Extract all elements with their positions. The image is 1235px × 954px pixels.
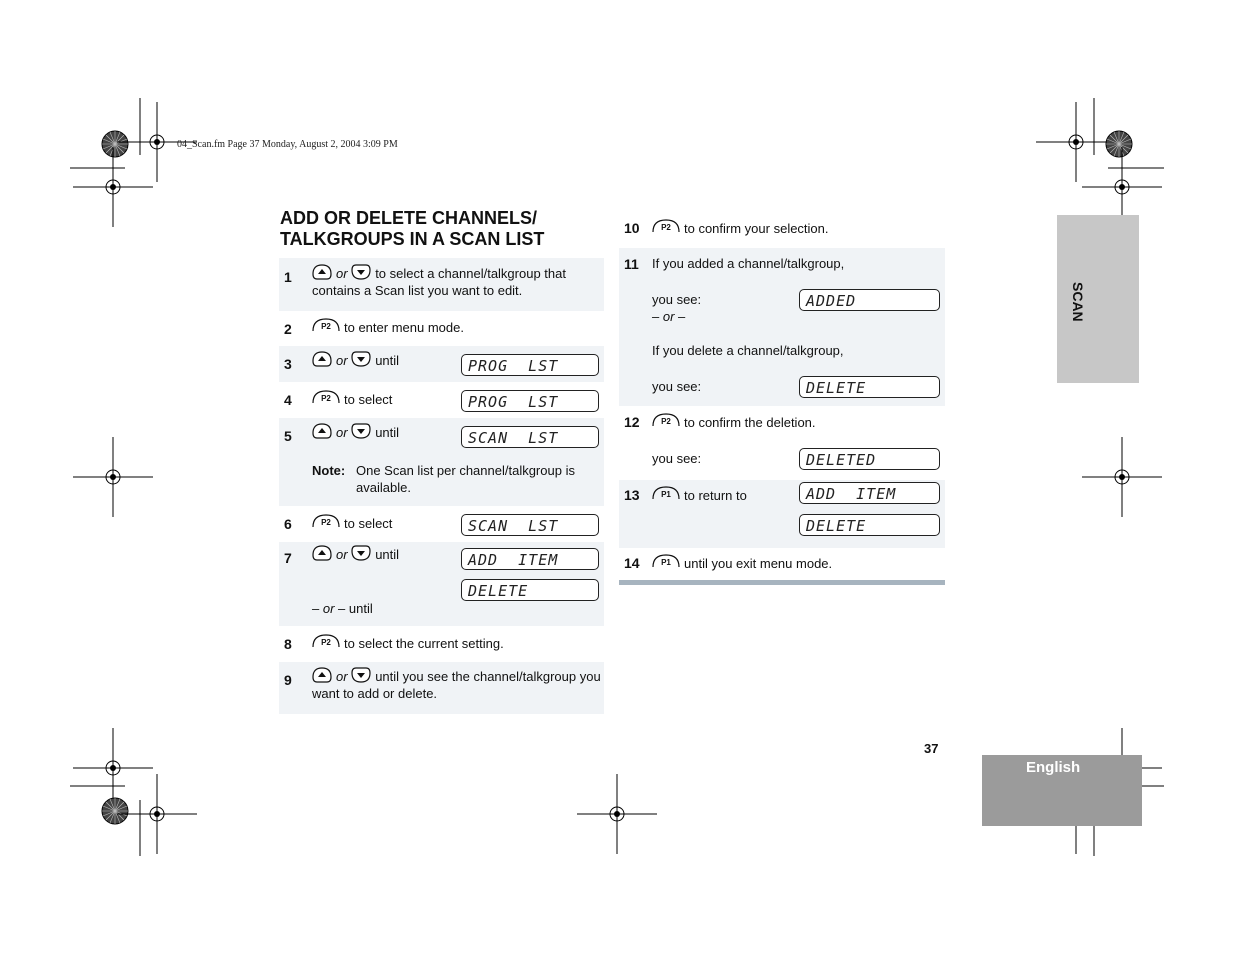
crosshair-mark-icon <box>1036 102 1116 182</box>
step-6 <box>279 506 604 542</box>
step-number: 11 <box>624 256 639 272</box>
p2-key-icon <box>312 634 340 648</box>
step-text: P2 to confirm your selection. <box>652 219 829 237</box>
step-number: 6 <box>284 516 292 532</box>
lcd-display: PROG LST <box>461 354 599 376</box>
up-arrow-key-icon <box>312 423 332 439</box>
step-11 <box>619 248 945 406</box>
lcd-display: DELETED <box>799 448 940 470</box>
step-number: 7 <box>284 550 292 566</box>
step-number: 5 <box>284 428 292 444</box>
up-arrow-key-icon <box>312 545 332 561</box>
svg-text:P2: P2 <box>661 223 671 232</box>
lcd-display: ADD ITEM <box>461 548 599 570</box>
step-text: or until you see the channel/talkgroup you want to add or delete. <box>312 669 601 701</box>
you-see-label: you see: <box>652 451 702 466</box>
svg-text:P2: P2 <box>661 417 671 426</box>
step-5 <box>279 418 604 506</box>
down-arrow-key-icon <box>351 264 371 280</box>
lcd-display: ADDED <box>799 289 940 311</box>
up-arrow-key-icon <box>312 351 332 367</box>
step-number: 3 <box>284 356 292 372</box>
starburst-mark-icon <box>1106 131 1132 157</box>
lcd-display: DELETE <box>799 376 940 398</box>
crosshair-mark-icon <box>577 774 657 854</box>
page-title-line1: ADD OR DELETE CHANNELS/ <box>280 208 538 228</box>
delete-text: If you delete a channel/talkgroup, <box>652 343 844 358</box>
step-text: P2 to enter menu mode. <box>312 318 464 336</box>
step-4 <box>279 382 604 418</box>
step-3 <box>279 346 604 382</box>
p2-key-icon <box>652 413 680 427</box>
you-see-label: you see: <box>652 379 702 394</box>
down-arrow-key-icon <box>351 423 371 439</box>
step-number: 8 <box>284 636 292 652</box>
step-text: P2 to confirm the deletion. <box>652 413 816 431</box>
step-13 <box>619 480 945 548</box>
step-number: 4 <box>284 392 292 408</box>
svg-text:P2: P2 <box>321 518 331 527</box>
down-arrow-key-icon <box>351 667 371 683</box>
down-arrow-key-icon <box>351 351 371 367</box>
up-arrow-key-icon <box>312 264 332 280</box>
step-text: P2 to select the current setting. <box>312 634 504 652</box>
step-7 <box>279 542 604 626</box>
svg-text:P2: P2 <box>321 394 331 403</box>
lcd-display: DELETE <box>799 514 940 536</box>
step-1 <box>279 258 604 311</box>
p1-key-icon <box>652 486 680 500</box>
language-label: English <box>1026 759 1081 776</box>
up-arrow-key-icon <box>312 667 332 683</box>
svg-text:P1: P1 <box>661 490 671 499</box>
step-2 <box>279 311 604 346</box>
lcd-display: ADD ITEM <box>799 482 940 504</box>
step-9 <box>279 662 604 714</box>
p2-key-icon <box>312 390 340 404</box>
file-info-header: 04_Scan.fm Page 37 Monday, August 2, 2004 3:09 PM <box>177 139 398 150</box>
step-number: 12 <box>624 414 640 430</box>
step-number: 10 <box>624 220 640 236</box>
svg-text:P2: P2 <box>321 638 331 647</box>
lcd-display: SCAN LST <box>461 514 599 536</box>
step-text: or to select a channel/talkgroup that contains a Scan list you want to edit. <box>312 266 566 298</box>
page-number: 37 <box>924 741 939 756</box>
step-8 <box>279 626 604 662</box>
p1-key-icon <box>652 554 680 568</box>
crosshair-mark-icon <box>73 147 153 227</box>
note-label: Note: <box>312 463 346 478</box>
side-tab-label: SCAN <box>1070 282 1086 322</box>
p2-key-icon <box>312 514 340 528</box>
crosshair-mark-icon <box>73 728 153 808</box>
starburst-mark-icon <box>102 131 128 157</box>
step-text: P2 to select <box>312 390 392 408</box>
svg-text:P2: P2 <box>321 322 331 331</box>
step-number: 14 <box>624 555 640 571</box>
step-text: P1 to return to <box>652 486 747 504</box>
lcd-display: DELETE <box>461 579 599 601</box>
step-number: 1 <box>284 269 292 285</box>
step-10 <box>619 212 945 248</box>
crosshair-mark-icon <box>117 774 197 854</box>
or-until-text: – or – until <box>312 601 373 616</box>
down-arrow-key-icon <box>351 545 371 561</box>
step-text: or until <box>312 351 399 369</box>
step-number: 13 <box>624 487 640 503</box>
p2-key-icon <box>312 318 340 332</box>
svg-text:P1: P1 <box>661 558 671 567</box>
or-separator: – or – <box>652 309 686 324</box>
crosshair-mark-icon <box>1082 437 1162 517</box>
step-text: P1 until you exit menu mode. <box>652 554 832 572</box>
p2-key-icon <box>652 219 680 233</box>
note-text: One Scan list per channel/talkgroup is available. <box>356 463 575 495</box>
step-text: or until <box>312 423 399 441</box>
lcd-display: PROG LST <box>461 390 599 412</box>
step-number: 2 <box>284 321 292 337</box>
starburst-mark-icon <box>102 798 128 824</box>
step-text: P2 to select <box>312 514 392 532</box>
section-divider <box>619 580 945 585</box>
step-number: 9 <box>284 672 292 688</box>
added-text: If you added a channel/talkgroup, <box>652 256 845 271</box>
step-text: or until <box>312 545 399 563</box>
crosshair-mark-icon <box>73 437 153 517</box>
step-14 <box>619 548 945 580</box>
lcd-display: SCAN LST <box>461 426 599 448</box>
page-title-line2: TALKGROUPS IN A SCAN LIST <box>280 229 545 249</box>
page-title <box>280 208 610 250</box>
you-see-label: you see: <box>652 292 702 307</box>
step-12 <box>619 406 945 480</box>
